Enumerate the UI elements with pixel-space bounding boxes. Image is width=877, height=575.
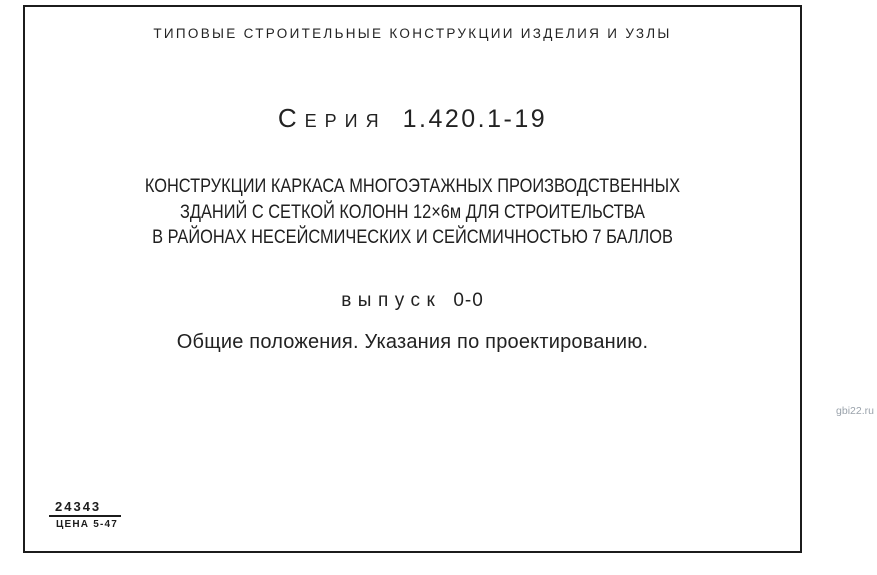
stamp-code: 24343: [49, 499, 121, 517]
watermark: gbi22.ru: [836, 405, 874, 417]
stamp-price: ЦЕНА 5-47: [56, 519, 119, 530]
series-number: 1.420.1-19: [402, 105, 548, 133]
subtitle: Общие положения. Указания по проектированию.: [176, 331, 649, 353]
issue-line: [25, 290, 800, 312]
doc-type-header: ТИПОВЫЕ СТРОИТЕЛЬНЫЕ КОНСТРУКЦИИ ИЗДЕЛИЯ И УЗЛЫ: [153, 26, 672, 41]
issue-number: 0-0: [453, 290, 484, 311]
title-line-3: В РАЙОНАХ НЕСЕЙСМИЧЕСКИХ И СЕЙСМИЧНОСТЬЮ 7 БАЛЛОВ: [152, 226, 673, 248]
page-border-frame: [23, 5, 802, 553]
series-label: Серия: [277, 103, 387, 133]
title-line-2: ЗДАНИЙ С СЕТКОЙ КОЛОНН 12×6м ДЛЯ СТРОИТЕЛЬСТВА: [180, 200, 645, 223]
price-stamp: [49, 499, 121, 530]
series-line: [25, 103, 800, 134]
title-line-1: КОНСТРУКЦИИ КАРКАСА МНОГОЭТАЖНЫХ ПРОИЗВОДСТВЕННЫХ: [144, 175, 681, 197]
issue-label: выпуск: [341, 290, 442, 311]
doc-title: [87, 174, 738, 251]
